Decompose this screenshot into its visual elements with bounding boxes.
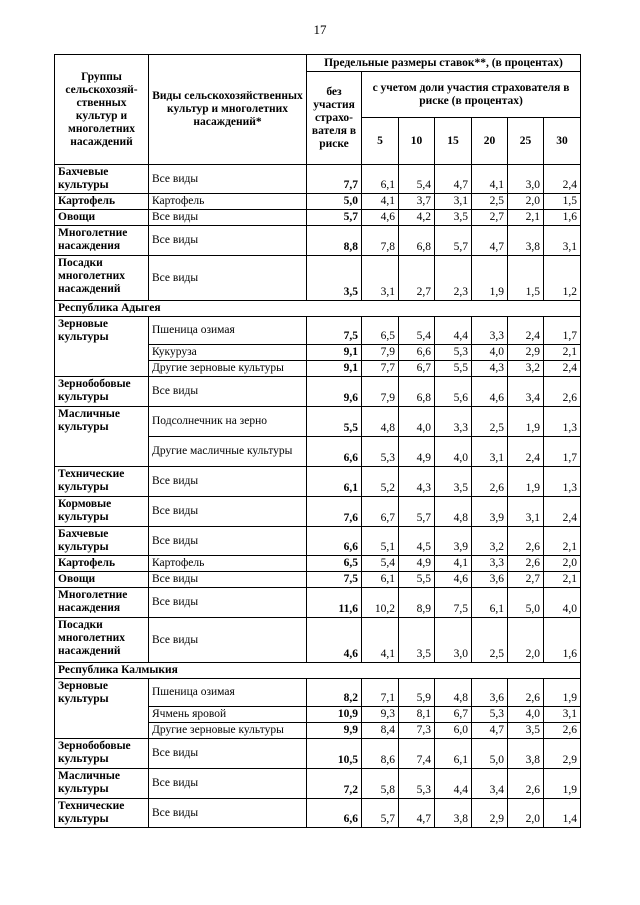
- crop-kind: Все виды: [149, 527, 307, 556]
- crop-group: Масличные культуры: [55, 407, 149, 467]
- rate-share-30: 1,9: [544, 679, 581, 707]
- rate-share-25: 2,0: [508, 618, 544, 663]
- crop-kind: Кукуруза: [149, 345, 307, 361]
- table-row: [55, 799, 581, 828]
- header-limits: Предельные размеры ставок**, (в процентах): [307, 55, 581, 72]
- rate-share-5: 8,4: [362, 723, 399, 739]
- crop-group: Овощи: [55, 572, 149, 588]
- region-row: [55, 301, 581, 317]
- rate-share-5: 7,7: [362, 361, 399, 377]
- rate-share-5: 5,7: [362, 799, 399, 828]
- rate-share-25: 5,0: [508, 588, 544, 618]
- header-groups: Группы сельскохозяй-ственных культур и многолетних насаждений: [55, 55, 149, 165]
- insurance-rates-table: [54, 54, 581, 828]
- rate-share-15: 6,7: [435, 707, 472, 723]
- table-row: [55, 572, 581, 588]
- rate-share-30: 2,1: [544, 527, 581, 556]
- crop-group: Масличные культуры: [55, 769, 149, 799]
- rate-share-10: 7,3: [399, 723, 435, 739]
- crop-kind: Все виды: [149, 377, 307, 407]
- rate-share-20: 2,5: [472, 194, 508, 210]
- table-row: [55, 588, 581, 618]
- header-share-15: 15: [435, 118, 472, 165]
- page-number: 17: [313, 22, 327, 37]
- rate-base: 9,6: [307, 377, 362, 407]
- crop-kind: Все виды: [149, 769, 307, 799]
- rate-share-15: 4,8: [435, 679, 472, 707]
- header-kinds: Виды сельскохозяйственных культур и многолетних насаждений*: [149, 55, 307, 165]
- header-share-20: 20: [472, 118, 508, 165]
- crop-kind: Другие зерновые культуры: [149, 361, 307, 377]
- rate-share-20: 3,6: [472, 679, 508, 707]
- rate-share-10: 8,9: [399, 588, 435, 618]
- rate-share-25: 2,0: [508, 194, 544, 210]
- header-share-5: 5: [362, 118, 399, 165]
- rate-share-5: 10,2: [362, 588, 399, 618]
- rate-share-10: 6,8: [399, 226, 435, 256]
- rate-share-15: 4,4: [435, 317, 472, 345]
- rate-share-25: 2,7: [508, 572, 544, 588]
- rate-share-25: 1,9: [508, 407, 544, 437]
- rate-share-5: 8,6: [362, 739, 399, 769]
- crop-kind: Ячмень яровой: [149, 707, 307, 723]
- rate-share-15: 3,5: [435, 210, 472, 226]
- rate-share-20: 2,9: [472, 799, 508, 828]
- rate-share-30: 2,0: [544, 556, 581, 572]
- header-share-10: 10: [399, 118, 435, 165]
- rate-share-30: 1,2: [544, 256, 581, 301]
- rate-share-30: 1,6: [544, 618, 581, 663]
- rate-share-15: 5,6: [435, 377, 472, 407]
- rate-share-15: 2,3: [435, 256, 472, 301]
- rate-share-5: 4,6: [362, 210, 399, 226]
- rate-share-5: 7,9: [362, 377, 399, 407]
- crop-kind: Другие масличные культуры: [149, 437, 307, 467]
- rate-share-10: 5,4: [399, 165, 435, 194]
- rate-share-30: 2,6: [544, 377, 581, 407]
- crop-kind: Картофель: [149, 194, 307, 210]
- rate-share-10: 4,3: [399, 467, 435, 497]
- crop-kind: Все виды: [149, 799, 307, 828]
- rate-share-30: 1,7: [544, 437, 581, 467]
- rate-share-15: 5,5: [435, 361, 472, 377]
- crop-group: Зернобобовые культуры: [55, 739, 149, 769]
- crop-group: Посадки многолетних насаждений: [55, 618, 149, 663]
- crop-kind: Все виды: [149, 256, 307, 301]
- rate-share-20: 1,9: [472, 256, 508, 301]
- table-row: [55, 679, 581, 707]
- table-row: [55, 256, 581, 301]
- rate-share-30: 1,7: [544, 317, 581, 345]
- rate-share-5: 6,7: [362, 497, 399, 527]
- rate-share-5: 6,5: [362, 317, 399, 345]
- crop-kind: Все виды: [149, 739, 307, 769]
- rate-share-15: 3,9: [435, 527, 472, 556]
- table-row: [55, 210, 581, 226]
- rate-share-25: 2,6: [508, 527, 544, 556]
- rate-share-5: 3,1: [362, 256, 399, 301]
- rate-share-30: 1,6: [544, 210, 581, 226]
- rate-share-25: 3,2: [508, 361, 544, 377]
- rate-share-10: 4,0: [399, 407, 435, 437]
- rate-share-15: 4,6: [435, 572, 472, 588]
- table-row: [55, 739, 581, 769]
- header-share-25: 25: [508, 118, 544, 165]
- rate-share-20: 5,3: [472, 707, 508, 723]
- rate-base: 7,5: [307, 572, 362, 588]
- rate-share-5: 5,8: [362, 769, 399, 799]
- table-row: [55, 194, 581, 210]
- rate-base: 8,8: [307, 226, 362, 256]
- rate-share-20: 4,6: [472, 377, 508, 407]
- table-row: [55, 527, 581, 556]
- rate-share-10: 5,7: [399, 497, 435, 527]
- table-row: [55, 407, 581, 437]
- rate-share-10: 4,9: [399, 556, 435, 572]
- rate-share-15: 6,1: [435, 739, 472, 769]
- region-row: [55, 663, 581, 679]
- rate-share-10: 8,1: [399, 707, 435, 723]
- rate-share-25: 2,0: [508, 799, 544, 828]
- rate-share-20: 4,7: [472, 723, 508, 739]
- rate-share-25: 3,1: [508, 497, 544, 527]
- rate-share-20: 3,6: [472, 572, 508, 588]
- rate-base: 7,6: [307, 497, 362, 527]
- crop-kind: Все виды: [149, 572, 307, 588]
- rate-share-20: 2,6: [472, 467, 508, 497]
- rate-share-25: 4,0: [508, 707, 544, 723]
- crop-kind: Другие зерновые культуры: [149, 723, 307, 739]
- rate-share-5: 4,1: [362, 194, 399, 210]
- rate-base: 6,1: [307, 467, 362, 497]
- table-body: [55, 165, 581, 828]
- header-with-participation: с учетом доли участия страхователя в риске (в процентах): [362, 72, 581, 118]
- rate-share-30: 2,1: [544, 345, 581, 361]
- rate-share-25: 3,8: [508, 739, 544, 769]
- rate-share-30: 2,4: [544, 165, 581, 194]
- rate-share-5: 5,4: [362, 556, 399, 572]
- rate-share-30: 1,3: [544, 467, 581, 497]
- rate-share-10: 3,5: [399, 618, 435, 663]
- header-share-30: 30: [544, 118, 581, 165]
- rate-share-5: 6,1: [362, 572, 399, 588]
- rate-share-25: 2,1: [508, 210, 544, 226]
- rate-share-15: 4,7: [435, 165, 472, 194]
- rate-share-15: 4,4: [435, 769, 472, 799]
- crop-kind: Все виды: [149, 226, 307, 256]
- rate-base: 10,5: [307, 739, 362, 769]
- rate-share-30: 2,4: [544, 497, 581, 527]
- rate-share-10: 5,9: [399, 679, 435, 707]
- rate-share-25: 3,4: [508, 377, 544, 407]
- table-row: [55, 497, 581, 527]
- rate-share-20: 2,5: [472, 618, 508, 663]
- rate-share-20: 3,3: [472, 317, 508, 345]
- rate-base: 4,6: [307, 618, 362, 663]
- rate-share-15: 3,5: [435, 467, 472, 497]
- rate-share-10: 7,4: [399, 739, 435, 769]
- rate-share-20: 3,9: [472, 497, 508, 527]
- rate-share-5: 5,3: [362, 437, 399, 467]
- rate-share-10: 3,7: [399, 194, 435, 210]
- rate-share-10: 5,4: [399, 317, 435, 345]
- rate-base: 9,9: [307, 723, 362, 739]
- crop-kind: Пшеница озимая: [149, 317, 307, 345]
- rate-base: 7,7: [307, 165, 362, 194]
- crop-group: Технические культуры: [55, 799, 149, 828]
- rate-base: 8,2: [307, 679, 362, 707]
- rate-share-15: 7,5: [435, 588, 472, 618]
- table-row: [55, 556, 581, 572]
- crop-group: Многолетние насаждения: [55, 226, 149, 256]
- rate-base: 7,5: [307, 317, 362, 345]
- crop-kind: Подсолнечник на зерно: [149, 407, 307, 437]
- crop-group: Картофель: [55, 556, 149, 572]
- crop-kind: Все виды: [149, 588, 307, 618]
- rate-share-25: 2,9: [508, 345, 544, 361]
- rate-share-10: 6,6: [399, 345, 435, 361]
- rate-base: 6,5: [307, 556, 362, 572]
- rate-share-20: 4,3: [472, 361, 508, 377]
- rate-share-5: 9,3: [362, 707, 399, 723]
- rate-base: 3,5: [307, 256, 362, 301]
- rate-share-25: 1,9: [508, 467, 544, 497]
- table-row: [55, 165, 581, 194]
- rate-share-5: 4,8: [362, 407, 399, 437]
- rate-share-15: 3,3: [435, 407, 472, 437]
- rate-share-5: 7,9: [362, 345, 399, 361]
- rate-share-25: 2,4: [508, 317, 544, 345]
- rate-share-20: 2,7: [472, 210, 508, 226]
- rate-share-30: 1,9: [544, 769, 581, 799]
- rate-share-15: 5,3: [435, 345, 472, 361]
- region-name: Республика Калмыкия: [55, 663, 581, 679]
- rate-base: 6,6: [307, 437, 362, 467]
- rate-share-10: 4,7: [399, 799, 435, 828]
- rate-share-5: 4,1: [362, 618, 399, 663]
- header-no-participation: без участия страхо-вателя в риске: [307, 72, 362, 165]
- crop-group: Зерновые культуры: [55, 679, 149, 739]
- rate-share-20: 6,1: [472, 588, 508, 618]
- rate-share-5: 7,1: [362, 679, 399, 707]
- rate-base: 11,6: [307, 588, 362, 618]
- rate-share-30: 1,3: [544, 407, 581, 437]
- rate-share-10: 4,9: [399, 437, 435, 467]
- rate-share-5: 6,1: [362, 165, 399, 194]
- rate-share-25: 2,6: [508, 556, 544, 572]
- rate-base: 10,9: [307, 707, 362, 723]
- crop-group: Технические культуры: [55, 467, 149, 497]
- rate-share-10: 6,7: [399, 361, 435, 377]
- rate-share-25: 3,8: [508, 226, 544, 256]
- rate-share-15: 3,1: [435, 194, 472, 210]
- rate-base: 5,0: [307, 194, 362, 210]
- crop-kind: Пшеница озимая: [149, 679, 307, 707]
- rate-share-30: 4,0: [544, 588, 581, 618]
- table-row: [55, 317, 581, 345]
- crop-group: Посадки многолетних насаждений: [55, 256, 149, 301]
- rate-share-10: 4,5: [399, 527, 435, 556]
- table-row: [55, 769, 581, 799]
- table-row: [55, 226, 581, 256]
- rate-share-10: 5,3: [399, 769, 435, 799]
- crop-kind: Картофель: [149, 556, 307, 572]
- crop-kind: Все виды: [149, 497, 307, 527]
- header-row-top: [55, 55, 581, 72]
- rate-share-10: 4,2: [399, 210, 435, 226]
- rate-share-25: 2,6: [508, 679, 544, 707]
- rate-share-25: 1,5: [508, 256, 544, 301]
- rate-share-20: 4,1: [472, 165, 508, 194]
- rate-share-5: 5,2: [362, 467, 399, 497]
- crop-group: Зернобобовые культуры: [55, 377, 149, 407]
- crop-group: Овощи: [55, 210, 149, 226]
- rate-share-30: 3,1: [544, 707, 581, 723]
- rate-share-15: 3,0: [435, 618, 472, 663]
- crop-kind: Все виды: [149, 467, 307, 497]
- rate-share-20: 2,5: [472, 407, 508, 437]
- crop-group: Кормовые культуры: [55, 497, 149, 527]
- rate-share-30: 2,9: [544, 739, 581, 769]
- rate-share-30: 2,6: [544, 723, 581, 739]
- crop-group: Многолетние насаждения: [55, 588, 149, 618]
- crop-kind: Все виды: [149, 210, 307, 226]
- rate-share-20: 3,3: [472, 556, 508, 572]
- rate-share-20: 3,4: [472, 769, 508, 799]
- rate-share-10: 6,8: [399, 377, 435, 407]
- rate-share-30: 1,5: [544, 194, 581, 210]
- rate-share-10: 2,7: [399, 256, 435, 301]
- rate-share-20: 3,1: [472, 437, 508, 467]
- table-row: [55, 377, 581, 407]
- rate-share-30: 1,4: [544, 799, 581, 828]
- rate-share-5: 5,1: [362, 527, 399, 556]
- rate-base: 5,5: [307, 407, 362, 437]
- rate-share-25: 3,5: [508, 723, 544, 739]
- crop-kind: Все виды: [149, 618, 307, 663]
- rate-share-30: 3,1: [544, 226, 581, 256]
- rate-base: 9,1: [307, 361, 362, 377]
- crop-group: Зерновые культуры: [55, 317, 149, 377]
- rate-share-5: 7,8: [362, 226, 399, 256]
- rate-share-15: 4,1: [435, 556, 472, 572]
- crop-group: Бахчевые культуры: [55, 165, 149, 194]
- crop-group: Картофель: [55, 194, 149, 210]
- crop-group: Бахчевые культуры: [55, 527, 149, 556]
- rate-base: 7,2: [307, 769, 362, 799]
- region-name: Республика Адыгея: [55, 301, 581, 317]
- rate-share-20: 5,0: [472, 739, 508, 769]
- rate-base: 5,7: [307, 210, 362, 226]
- rate-share-15: 3,8: [435, 799, 472, 828]
- rate-base: 9,1: [307, 345, 362, 361]
- table-row: [55, 618, 581, 663]
- rate-share-30: 2,1: [544, 572, 581, 588]
- rate-share-25: 3,0: [508, 165, 544, 194]
- rate-share-15: 5,7: [435, 226, 472, 256]
- rate-share-10: 5,5: [399, 572, 435, 588]
- rate-base: 6,6: [307, 799, 362, 828]
- rate-share-20: 4,0: [472, 345, 508, 361]
- rate-share-15: 4,0: [435, 437, 472, 467]
- table-row: [55, 467, 581, 497]
- rate-share-25: 2,4: [508, 437, 544, 467]
- rate-share-30: 2,4: [544, 361, 581, 377]
- crop-kind: Все виды: [149, 165, 307, 194]
- rate-share-15: 4,8: [435, 497, 472, 527]
- rate-share-20: 3,2: [472, 527, 508, 556]
- rate-share-20: 4,7: [472, 226, 508, 256]
- rate-share-25: 2,6: [508, 769, 544, 799]
- rate-base: 6,6: [307, 527, 362, 556]
- rate-share-15: 6,0: [435, 723, 472, 739]
